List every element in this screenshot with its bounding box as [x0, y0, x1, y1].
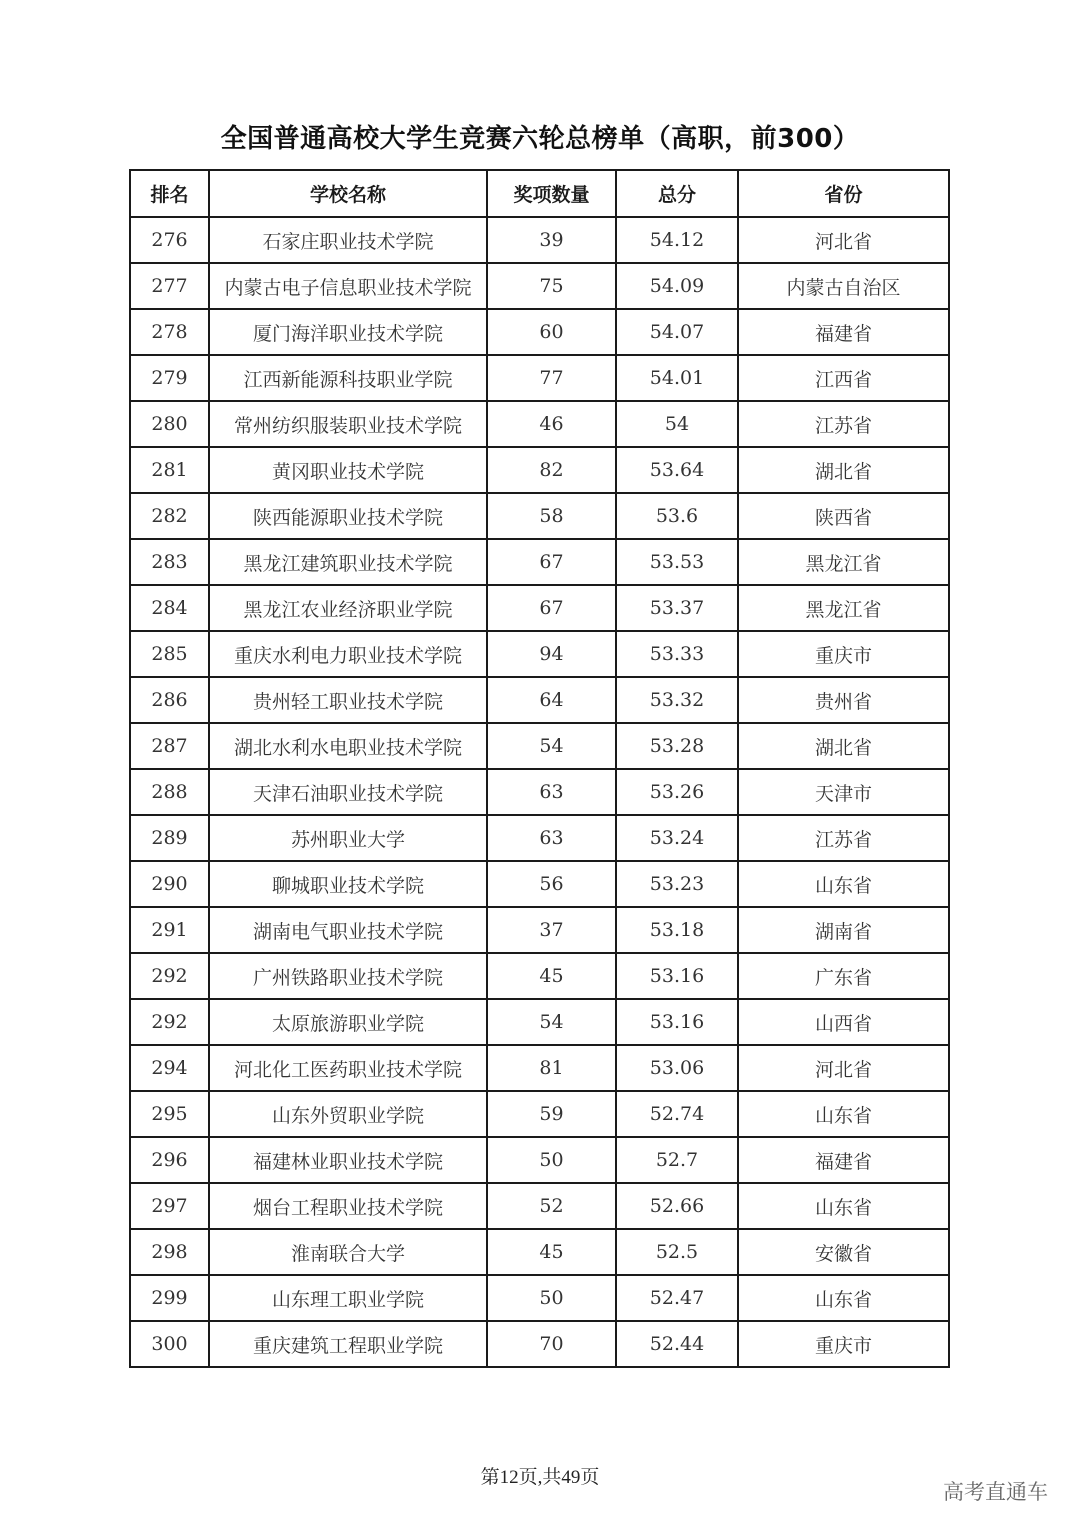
rank-cell: 276	[130, 217, 209, 263]
province-cell: 黑龙江省	[738, 539, 949, 585]
award-count-cell: 46	[487, 401, 616, 447]
rank-cell: 279	[130, 355, 209, 401]
table-row	[130, 769, 949, 815]
total-score-cell: 53.6	[616, 493, 738, 539]
award-count-cell: 59	[487, 1091, 616, 1137]
table-row	[130, 861, 949, 907]
total-score-cell: 54.12	[616, 217, 738, 263]
province-cell: 福建省	[738, 1137, 949, 1183]
total-score-cell: 54.01	[616, 355, 738, 401]
table-row	[130, 1045, 949, 1091]
award-count-cell: 45	[487, 953, 616, 999]
province-cell: 湖北省	[738, 723, 949, 769]
table-row	[130, 1229, 949, 1275]
province-cell: 贵州省	[738, 677, 949, 723]
school-name-cell: 陕西能源职业技术学院	[209, 493, 487, 539]
rank-cell: 286	[130, 677, 209, 723]
table-row	[130, 953, 949, 999]
award-count-cell: 37	[487, 907, 616, 953]
award-count-cell: 63	[487, 815, 616, 861]
province-cell: 山西省	[738, 999, 949, 1045]
table-row	[130, 1183, 949, 1229]
school-name-cell: 广州铁路职业技术学院	[209, 953, 487, 999]
total-score-cell: 54	[616, 401, 738, 447]
province-cell: 河北省	[738, 217, 949, 263]
table-row	[130, 1137, 949, 1183]
award-count-cell: 45	[487, 1229, 616, 1275]
province-cell: 广东省	[738, 953, 949, 999]
award-count-cell: 58	[487, 493, 616, 539]
province-cell: 河北省	[738, 1045, 949, 1091]
award-count-cell: 54	[487, 723, 616, 769]
rank-cell: 296	[130, 1137, 209, 1183]
award-count-cell: 50	[487, 1137, 616, 1183]
total-score-cell: 53.24	[616, 815, 738, 861]
province-cell: 福建省	[738, 309, 949, 355]
total-score-cell: 53.18	[616, 907, 738, 953]
province-cell: 陕西省	[738, 493, 949, 539]
rank-cell: 288	[130, 769, 209, 815]
award-count-cell: 39	[487, 217, 616, 263]
school-name-cell: 黄冈职业技术学院	[209, 447, 487, 493]
award-count-cell: 64	[487, 677, 616, 723]
table-row	[130, 907, 949, 953]
total-score-cell: 52.44	[616, 1321, 738, 1367]
province-cell: 安徽省	[738, 1229, 949, 1275]
award-count-cell: 67	[487, 539, 616, 585]
total-score-cell: 52.5	[616, 1229, 738, 1275]
school-name-cell: 福建林业职业技术学院	[209, 1137, 487, 1183]
school-name-cell: 湖北水利水电职业技术学院	[209, 723, 487, 769]
page-title: 全国普通高校大学生竞赛六轮总榜单（高职，前300）	[220, 124, 860, 154]
school-name-cell: 山东理工职业学院	[209, 1275, 487, 1321]
total-score-cell: 53.32	[616, 677, 738, 723]
award-count-cell: 94	[487, 631, 616, 677]
total-score-cell: 53.28	[616, 723, 738, 769]
school-name-cell: 河北化工医药职业技术学院	[209, 1045, 487, 1091]
table-row	[130, 447, 949, 493]
total-score-cell: 53.06	[616, 1045, 738, 1091]
school-name-cell: 江西新能源科技职业学院	[209, 355, 487, 401]
ranking-table	[129, 169, 950, 1368]
province-cell: 江苏省	[738, 401, 949, 447]
award-count-cell: 54	[487, 999, 616, 1045]
province-cell: 山东省	[738, 1275, 949, 1321]
province-cell: 重庆市	[738, 631, 949, 677]
province-cell: 黑龙江省	[738, 585, 949, 631]
rank-cell: 281	[130, 447, 209, 493]
total-score-cell: 53.26	[616, 769, 738, 815]
award-count-cell: 52	[487, 1183, 616, 1229]
province-cell: 内蒙古自治区	[738, 263, 949, 309]
province-cell: 湖北省	[738, 447, 949, 493]
school-name-cell: 烟台工程职业技术学院	[209, 1183, 487, 1229]
school-name-cell: 重庆建筑工程职业学院	[209, 1321, 487, 1367]
rank-cell: 290	[130, 861, 209, 907]
award-count-cell: 63	[487, 769, 616, 815]
school-name-cell: 山东外贸职业学院	[209, 1091, 487, 1137]
award-count-cell: 56	[487, 861, 616, 907]
province-cell: 江西省	[738, 355, 949, 401]
table-header-row	[130, 170, 949, 217]
total-score-cell: 53.33	[616, 631, 738, 677]
table-row	[130, 539, 949, 585]
rank-cell: 299	[130, 1275, 209, 1321]
total-score-cell: 53.53	[616, 539, 738, 585]
rank-cell: 278	[130, 309, 209, 355]
header-school-name: 学校名称	[209, 170, 487, 217]
rank-cell: 292	[130, 999, 209, 1045]
table-row	[130, 1275, 949, 1321]
header-total-score: 总分	[616, 170, 738, 217]
table-row	[130, 815, 949, 861]
school-name-cell: 淮南联合大学	[209, 1229, 487, 1275]
award-count-cell: 60	[487, 309, 616, 355]
award-count-cell: 67	[487, 585, 616, 631]
province-cell: 山东省	[738, 1091, 949, 1137]
school-name-cell: 聊城职业技术学院	[209, 861, 487, 907]
province-cell: 重庆市	[738, 1321, 949, 1367]
school-name-cell: 常州纺织服装职业技术学院	[209, 401, 487, 447]
table-row	[130, 1321, 949, 1367]
rank-cell: 292	[130, 953, 209, 999]
school-name-cell: 贵州轻工职业技术学院	[209, 677, 487, 723]
award-count-cell: 81	[487, 1045, 616, 1091]
award-count-cell: 77	[487, 355, 616, 401]
total-score-cell: 53.16	[616, 999, 738, 1045]
rank-cell: 297	[130, 1183, 209, 1229]
award-count-cell: 50	[487, 1275, 616, 1321]
school-name-cell: 太原旅游职业学院	[209, 999, 487, 1045]
award-count-cell: 75	[487, 263, 616, 309]
rank-cell: 298	[130, 1229, 209, 1275]
table-row	[130, 355, 949, 401]
table-row	[130, 1091, 949, 1137]
page-number: 第12页,共49页	[480, 1467, 600, 1488]
total-score-cell: 52.74	[616, 1091, 738, 1137]
table-row	[130, 217, 949, 263]
rank-cell: 289	[130, 815, 209, 861]
table-row	[130, 631, 949, 677]
school-name-cell: 石家庄职业技术学院	[209, 217, 487, 263]
table-row	[130, 401, 949, 447]
rank-cell: 282	[130, 493, 209, 539]
school-name-cell: 黑龙江建筑职业技术学院	[209, 539, 487, 585]
rank-cell: 283	[130, 539, 209, 585]
rank-cell: 284	[130, 585, 209, 631]
school-name-cell: 重庆水利电力职业技术学院	[209, 631, 487, 677]
total-score-cell: 53.23	[616, 861, 738, 907]
total-score-cell: 53.16	[616, 953, 738, 999]
total-score-cell: 52.7	[616, 1137, 738, 1183]
table-row	[130, 999, 949, 1045]
rank-cell: 291	[130, 907, 209, 953]
table-row	[130, 263, 949, 309]
school-name-cell: 厦门海洋职业技术学院	[209, 309, 487, 355]
table-row	[130, 493, 949, 539]
rank-cell: 277	[130, 263, 209, 309]
total-score-cell: 52.66	[616, 1183, 738, 1229]
watermark: 高考直通车	[943, 1480, 1048, 1504]
total-score-cell: 54.09	[616, 263, 738, 309]
province-cell: 天津市	[738, 769, 949, 815]
award-count-cell: 82	[487, 447, 616, 493]
rank-cell: 280	[130, 401, 209, 447]
school-name-cell: 天津石油职业技术学院	[209, 769, 487, 815]
total-score-cell: 53.37	[616, 585, 738, 631]
table-row	[130, 677, 949, 723]
province-cell: 湖南省	[738, 907, 949, 953]
header-rank: 排名	[130, 170, 209, 217]
province-cell: 山东省	[738, 861, 949, 907]
school-name-cell: 湖南电气职业技术学院	[209, 907, 487, 953]
rank-cell: 285	[130, 631, 209, 677]
table-row	[130, 309, 949, 355]
school-name-cell: 黑龙江农业经济职业学院	[209, 585, 487, 631]
province-cell: 山东省	[738, 1183, 949, 1229]
header-province: 省份	[738, 170, 949, 217]
header-award-count: 奖项数量	[487, 170, 616, 217]
province-cell: 江苏省	[738, 815, 949, 861]
rank-cell: 295	[130, 1091, 209, 1137]
rank-cell: 300	[130, 1321, 209, 1367]
total-score-cell: 53.64	[616, 447, 738, 493]
rank-cell: 294	[130, 1045, 209, 1091]
school-name-cell: 内蒙古电子信息职业技术学院	[209, 263, 487, 309]
award-count-cell: 70	[487, 1321, 616, 1367]
total-score-cell: 52.47	[616, 1275, 738, 1321]
total-score-cell: 54.07	[616, 309, 738, 355]
rank-cell: 287	[130, 723, 209, 769]
table-row	[130, 585, 949, 631]
table-row	[130, 723, 949, 769]
school-name-cell: 苏州职业大学	[209, 815, 487, 861]
